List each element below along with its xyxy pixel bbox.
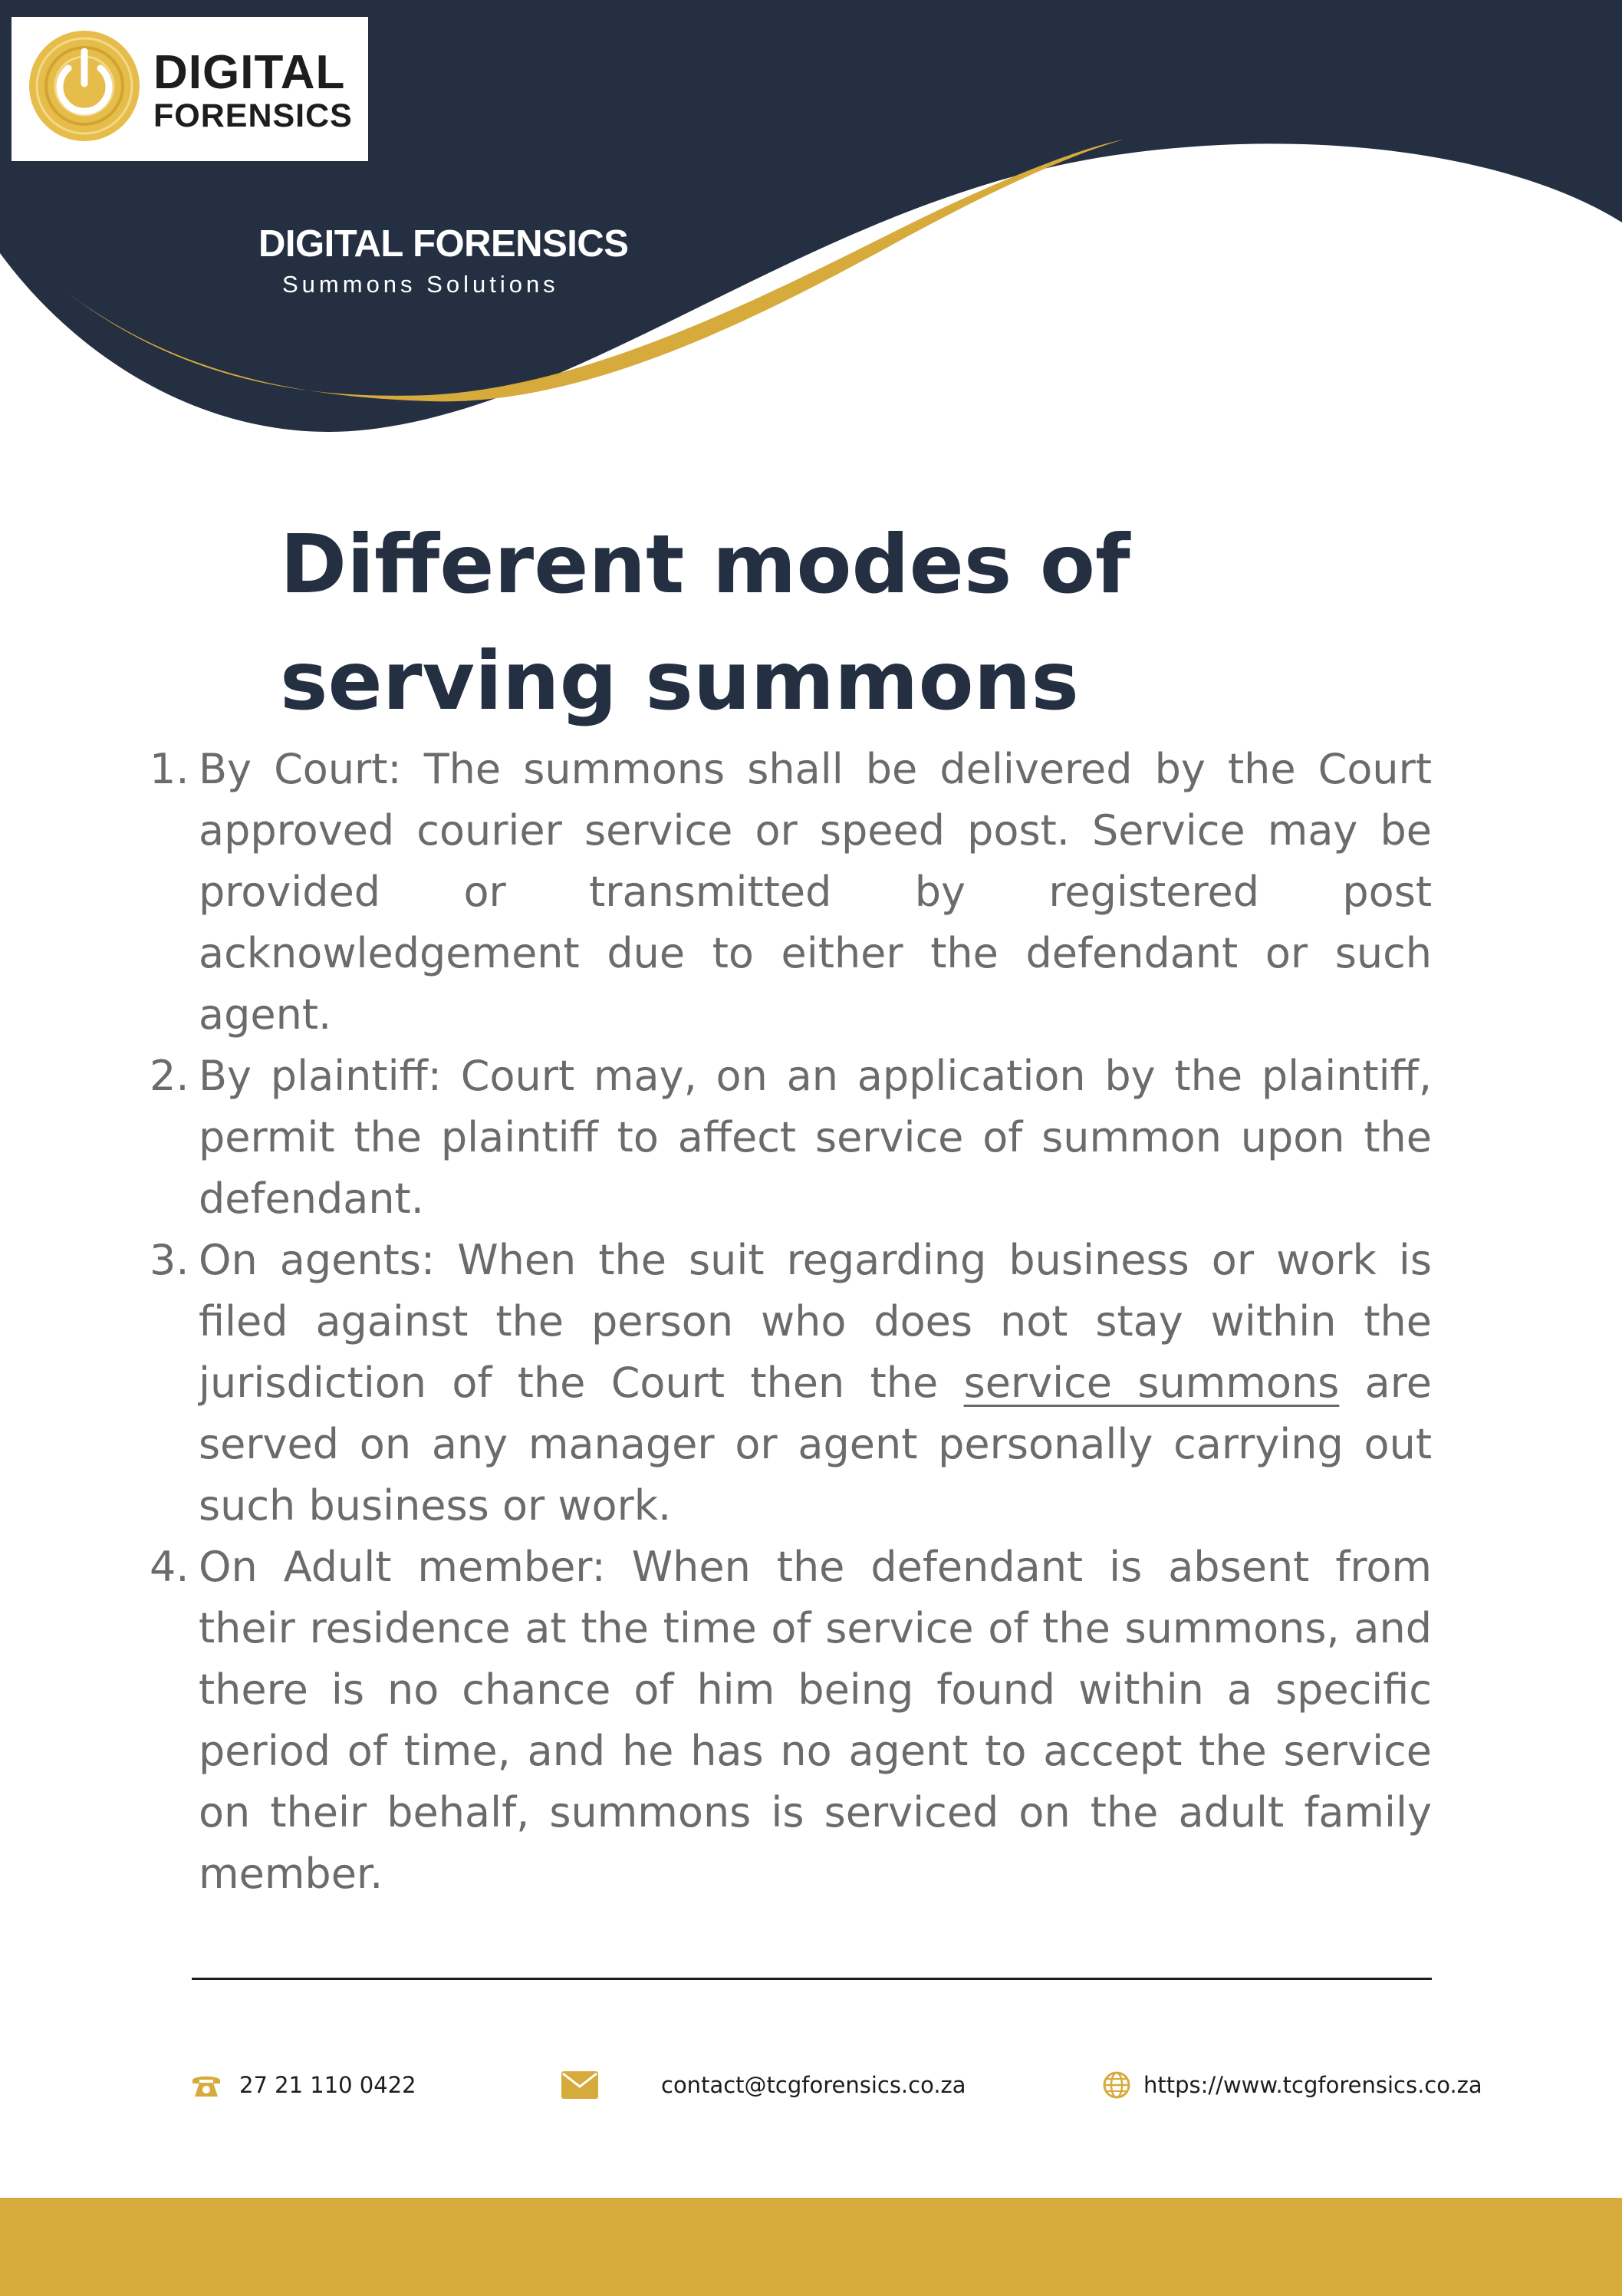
- list-item-text: [199, 1230, 1432, 1537]
- list-item-number: 3.: [150, 1236, 189, 1284]
- list-item-text-before-link: On agents: When the suit regarding business or work is filed against the person who does not stay within the jurisdiction of the Court then the: [199, 1236, 1432, 1407]
- footer-email: [561, 2065, 966, 2105]
- globe-icon: [1102, 2070, 1131, 2100]
- email-address[interactable]: contact@tcgforensics.co.za: [661, 2072, 966, 2098]
- list-item-text: By plaintiff: Court may, on an application by the plaintiff, permit the plaintiff to affect service of summon upon the defendant.: [199, 1052, 1432, 1223]
- list-item: [150, 1046, 1432, 1230]
- page-title: [280, 506, 1130, 740]
- list-item-text: By Court: The summons shall be delivered by the Court approved courier service or speed post. Service may be provided or transmitted by registered post acknowledgement due to either the defendant or such agent.: [199, 745, 1432, 1039]
- page-title-line-2: serving summons: [280, 634, 1079, 728]
- service-summons-link[interactable]: service summons: [963, 1359, 1340, 1407]
- list-item-number: 1.: [150, 745, 189, 793]
- footer-gold-bar: [0, 2198, 1622, 2296]
- list-item-number: 4.: [150, 1543, 189, 1591]
- logo-text-forensics: FORENSICS: [153, 97, 353, 134]
- logo-text-digital: DIGITAL: [153, 46, 346, 99]
- list-item: [150, 1230, 1432, 1537]
- page-title-line-1: Different modes of: [280, 518, 1130, 611]
- phone-number[interactable]: 27 21 110 0422: [239, 2072, 416, 2098]
- envelope-icon: [561, 2071, 598, 2099]
- list-item-number: 2.: [150, 1052, 189, 1100]
- brand-title: DIGITAL FORENSICS: [258, 223, 629, 265]
- company-logo: [12, 17, 368, 161]
- footer-phone: [190, 2065, 416, 2105]
- power-fingerprint-icon: [27, 28, 142, 143]
- list-item-text: On Adult member: When the defendant is absent from their residence at the time of service of the summons, and there is no chance of him being found within a specific period of time, and he has no agent to accept the service on their behalf, summons is serviced on the adult family member.: [199, 1543, 1432, 1898]
- list-item: [150, 739, 1432, 1046]
- footer-divider: [192, 1978, 1432, 1980]
- website-url[interactable]: https://www.tcgforensics.co.za: [1143, 2072, 1482, 2098]
- list-item: [150, 1537, 1432, 1905]
- list-item-text-after-link: are served on any manager or agent personally carrying out such business or work.: [199, 1359, 1432, 1530]
- phone-icon: [190, 2071, 222, 2099]
- brand-subtitle: Summons Solutions: [282, 271, 559, 298]
- footer-website: [1102, 2065, 1482, 2105]
- summons-modes-list: [150, 739, 1432, 1905]
